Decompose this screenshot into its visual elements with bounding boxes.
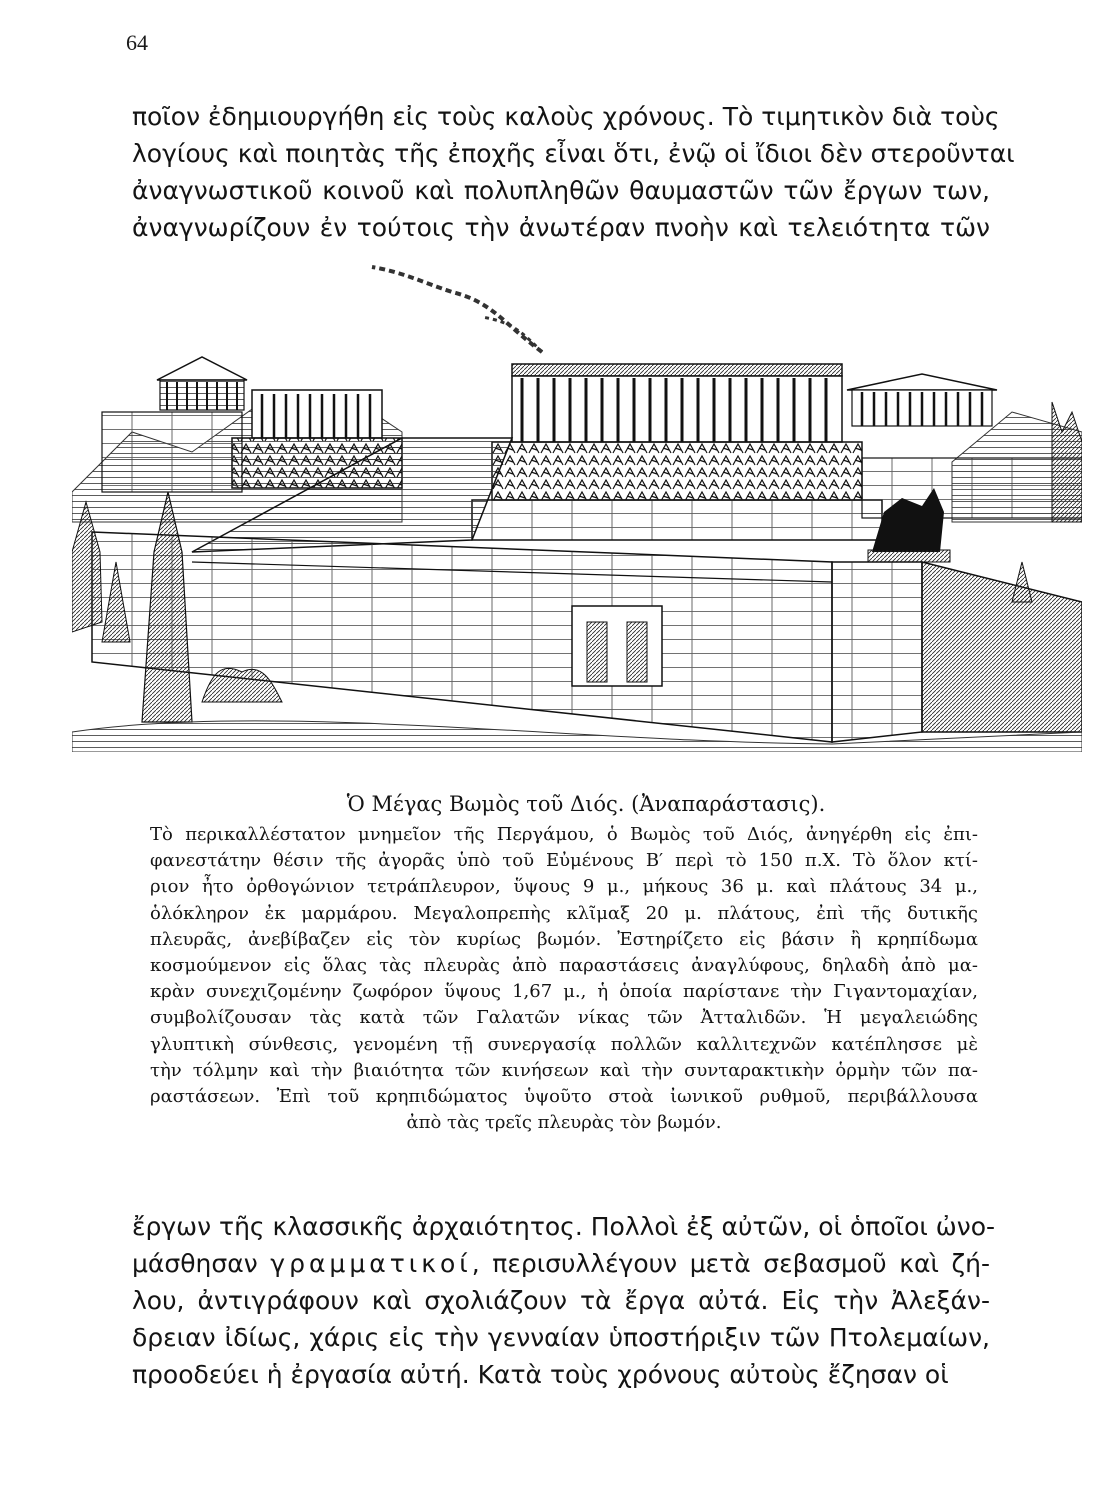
description-line: ραστάσεων. Ἐπὶ τοῦ κρηπιδώματος ὑψοῦτο στοὰ ἰωνικοῦ ρυθμοῦ, περιβάλλουσα <box>150 1086 978 1108</box>
description-line: ριον ἦτο ὀρθογώνιον τετράπλευρον, ὕψους 9 μ., μήκους 36 μ. καὶ πλάτους 34 μ., <box>150 876 978 898</box>
body-text-bottom <box>132 1208 996 1393</box>
description-line: φανεστάτην θέσιν τῆς ἀγορᾶς ὑπὸ τοῦ Εὐμένους Β′ περὶ τὸ 150 π.Χ. Τὸ ὅλον κτί- <box>150 850 978 872</box>
body-fragment: , περισυλλέγουν μετὰ σεβασμοῦ καὶ ζή- <box>471 1249 990 1278</box>
body-line: δρειαν ἰδίως, χάρις εἰς τὴν γενναίαν ὑποστήριξιν τῶν Πτολεμαίων, <box>132 1323 990 1352</box>
altar-engraving <box>72 262 1082 752</box>
body-line: λου, ἀντιγράφουν καὶ σχολιάζουν τὰ ἔργα αὐτά. Εἰς τὴν Ἀλεξάν- <box>132 1286 990 1315</box>
body-text-top <box>132 98 1015 246</box>
description-line: ἀπὸ τὰς τρεῖς πλευρὰς τὸν βωμόν. <box>406 1112 722 1134</box>
body-fragment: μάσθησαν <box>132 1249 271 1278</box>
body-line: λογίους καὶ ποιητὰς τῆς ἐποχῆς εἶναι ὅτι, ἐνῷ οἱ ἴδιοι δὲν στεροῦνται <box>132 139 1015 168</box>
description-line: Τὸ περικαλλέστατον μνημεῖον τῆς Περγάμου, ὁ Βωμὸς τοῦ Διός, ἀνηγέρθη εἰς ἐπι- <box>150 824 978 845</box>
temple-right <box>847 374 997 426</box>
description-line: πλευρᾶς, ἀνεβίβαζεν εἰς τὸν κυρίως βωμόν. Ἐστηρίζετο εἰς βάσιν ἢ κρηπίδωμα <box>150 928 978 950</box>
description-line: κρὰν συνεχιζομένην ζωφόρον ὕψους 1,67 μ., ἡ ὁποία παρίστανε τὴν Γιγαντομαχίαν, <box>150 981 978 1003</box>
figure-description <box>150 822 978 1136</box>
altar-illustration <box>72 262 1082 752</box>
body-line: ἀναγνωρίζουν ἐν τούτοις τὴν ἀνωτέραν πνοὴν καὶ τελειότητα τῶν <box>132 213 990 242</box>
description-line: κοσμούμενον εἰς ὅλας τὰς πλευρὰς ἀπὸ παραστάσεις ἀναγλύφους, δηλαδὴ ἀπὸ μα- <box>150 955 978 977</box>
body-line: ἔργων τῆς κλασσικῆς ἀρχαιότητος. Πολλοὶ ἐξ αὐτῶν, οἱ ὁποῖοι ὠνο- <box>132 1212 996 1241</box>
temple-left <box>157 357 247 410</box>
body-line <box>132 1245 990 1282</box>
body-line: προοδεύει ἡ ἐργασία αὐτή. Κατὰ τοὺς χρόνους αὐτοὺς ἔζησαν οἱ <box>132 1360 949 1389</box>
body-line: ἀναγνωστικοῦ κοινοῦ καὶ πολυπληθῶν θαυμαστῶν τῶν ἔργων των, <box>132 176 990 205</box>
body-line: ποῖον ἐδημιουργήθη εἰς τοὺς καλοὺς χρόνους. Τὸ τιμητικὸν διὰ τοὺς <box>132 102 1000 131</box>
description-line: γλυπτικὴ σύνθεσις, γενομένη τῇ συνεργασίᾳ πολλῶν καλλιτεχνῶν κατέπλησσε μὲ <box>150 1033 978 1055</box>
page-number: 64 <box>126 30 148 55</box>
description-line: ὁλόκληρον ἐκ μαρμάρου. Μεγαλοπρεπὴς κλῖμαξ 20 μ. πλάτους, ἐπὶ τῆς δυτικῆς <box>150 902 978 924</box>
figure-caption: Ὁ Μέγας Βωμὸς τοῦ Διός. (Ἀναπαράστασις). <box>346 792 826 816</box>
description-line: συμβολίζουσαν τὰς κατὰ τῶν Γαλατῶν νίκας τῶν Ἀτταλιδῶν. Ἡ μεγαλειώδης <box>150 1007 978 1029</box>
spaced-word: γραμματικοί <box>270 1249 472 1278</box>
description-line: τὴν τόλμην καὶ τὴν βιαιότητα τῶν κινήσεων καὶ τὴν συνταρακτικὴν ὁρμὴν τῶν πα- <box>150 1059 978 1081</box>
